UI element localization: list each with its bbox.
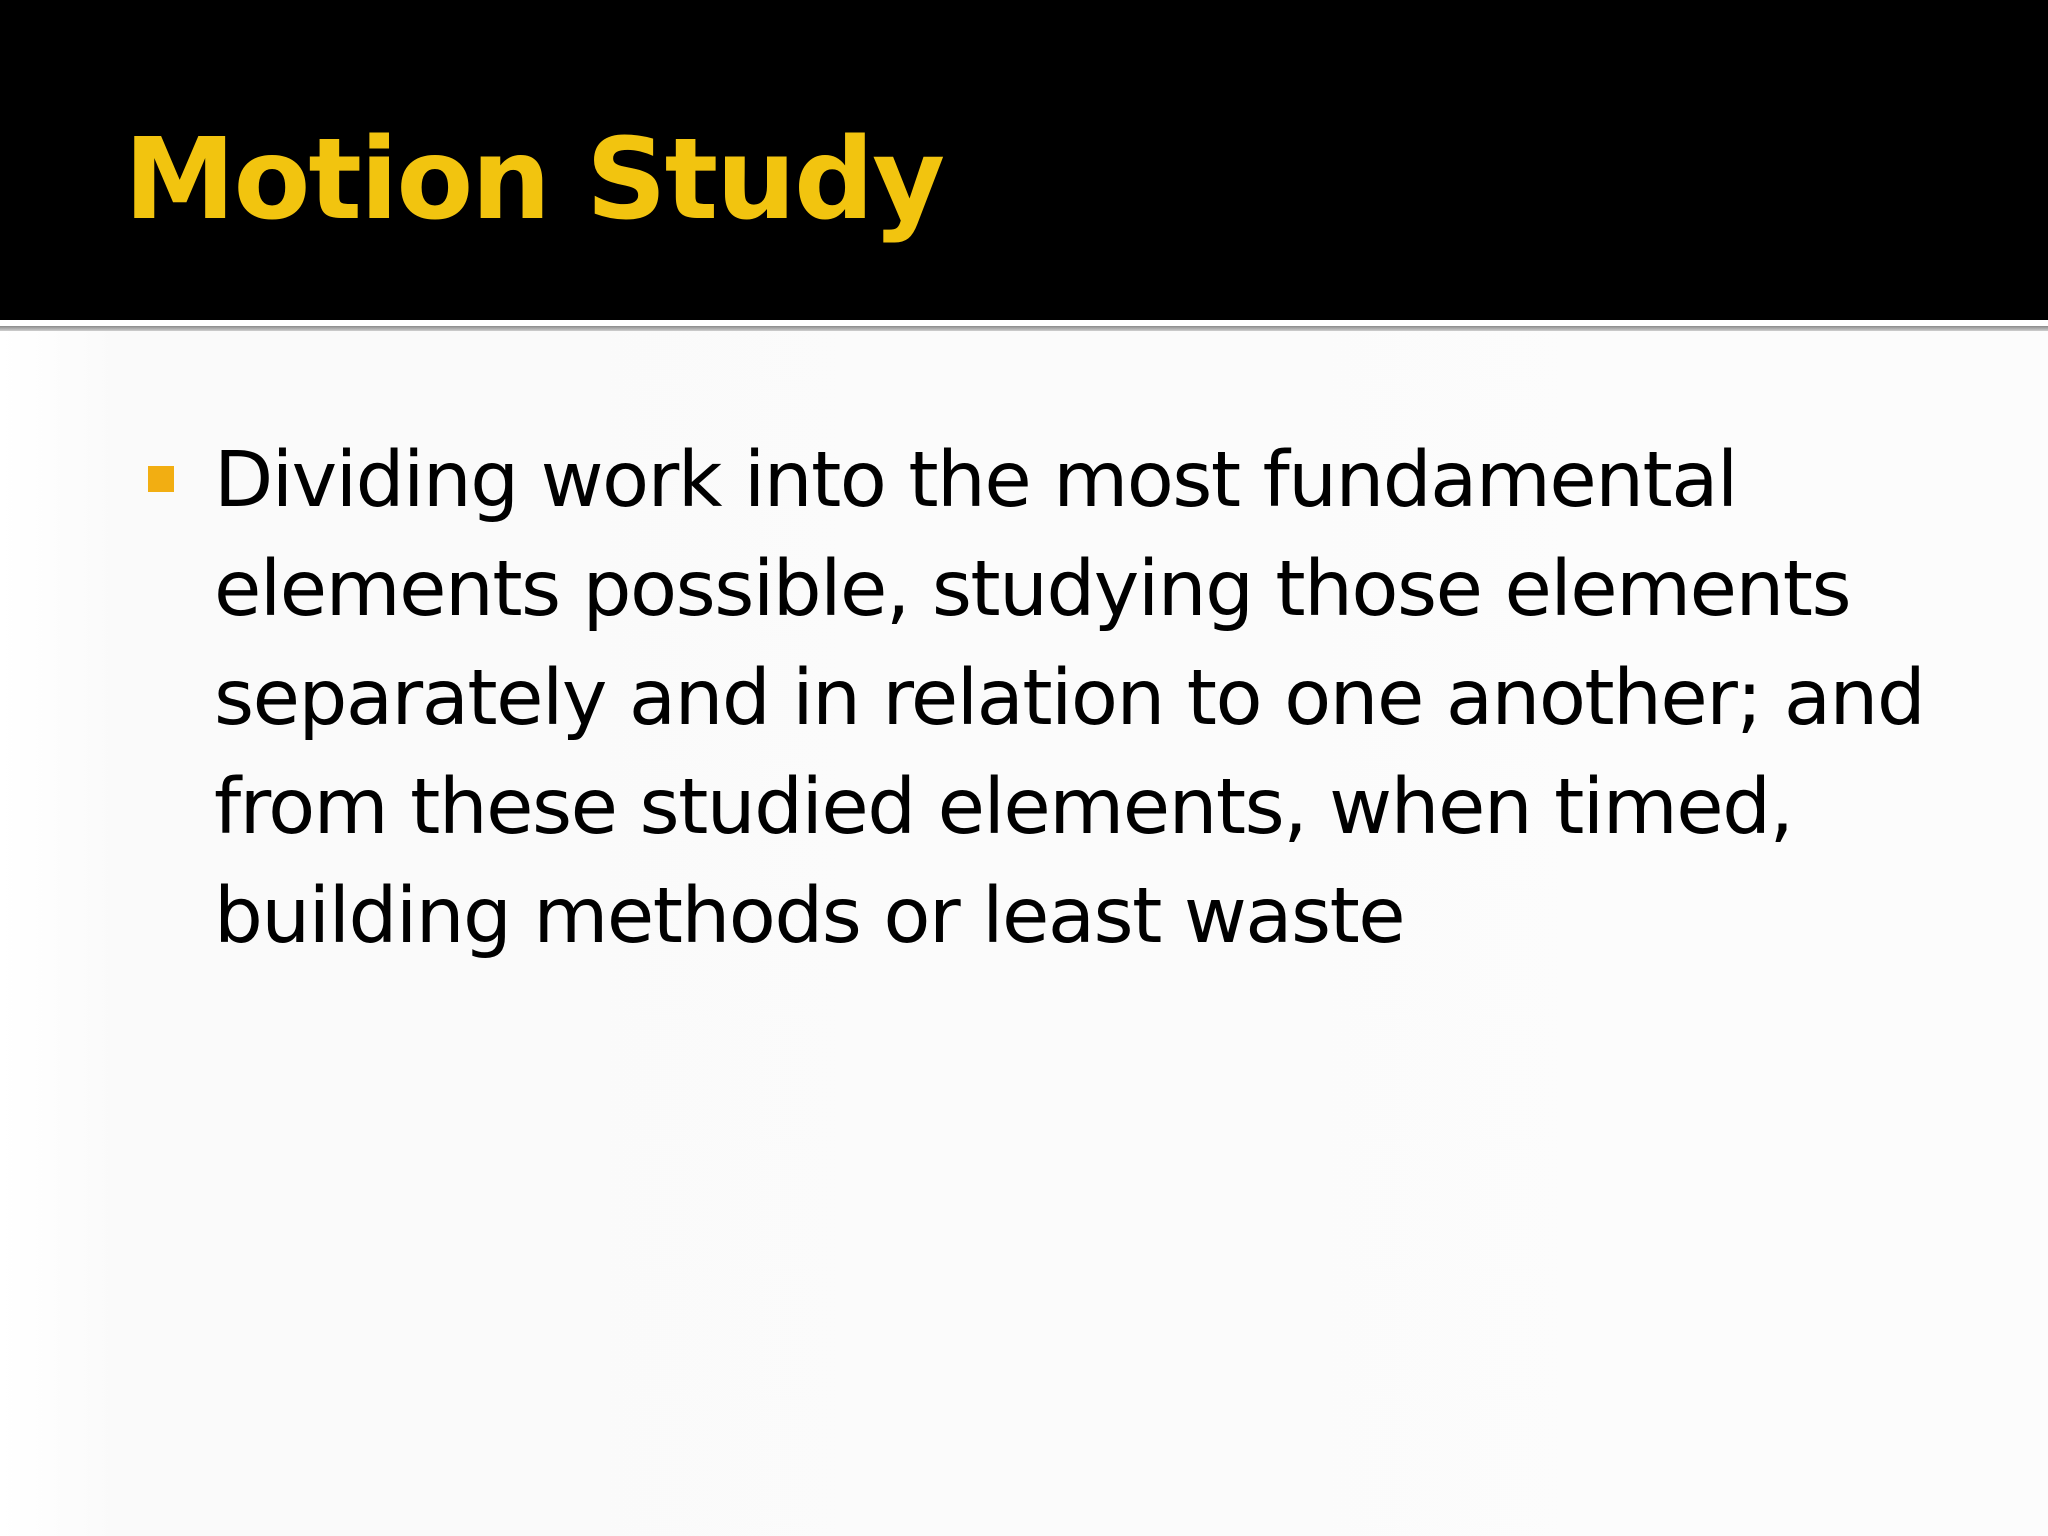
title-bar — [0, 0, 2048, 320]
square-bullet-icon — [148, 466, 174, 492]
bullet-text: Dividing work into the most fundamental elements possible, studying those elements separately and in relation to one another; and from these studied elements, when timed, building methods or least waste — [214, 436, 1925, 961]
slide-title: Motion Study — [124, 115, 944, 245]
